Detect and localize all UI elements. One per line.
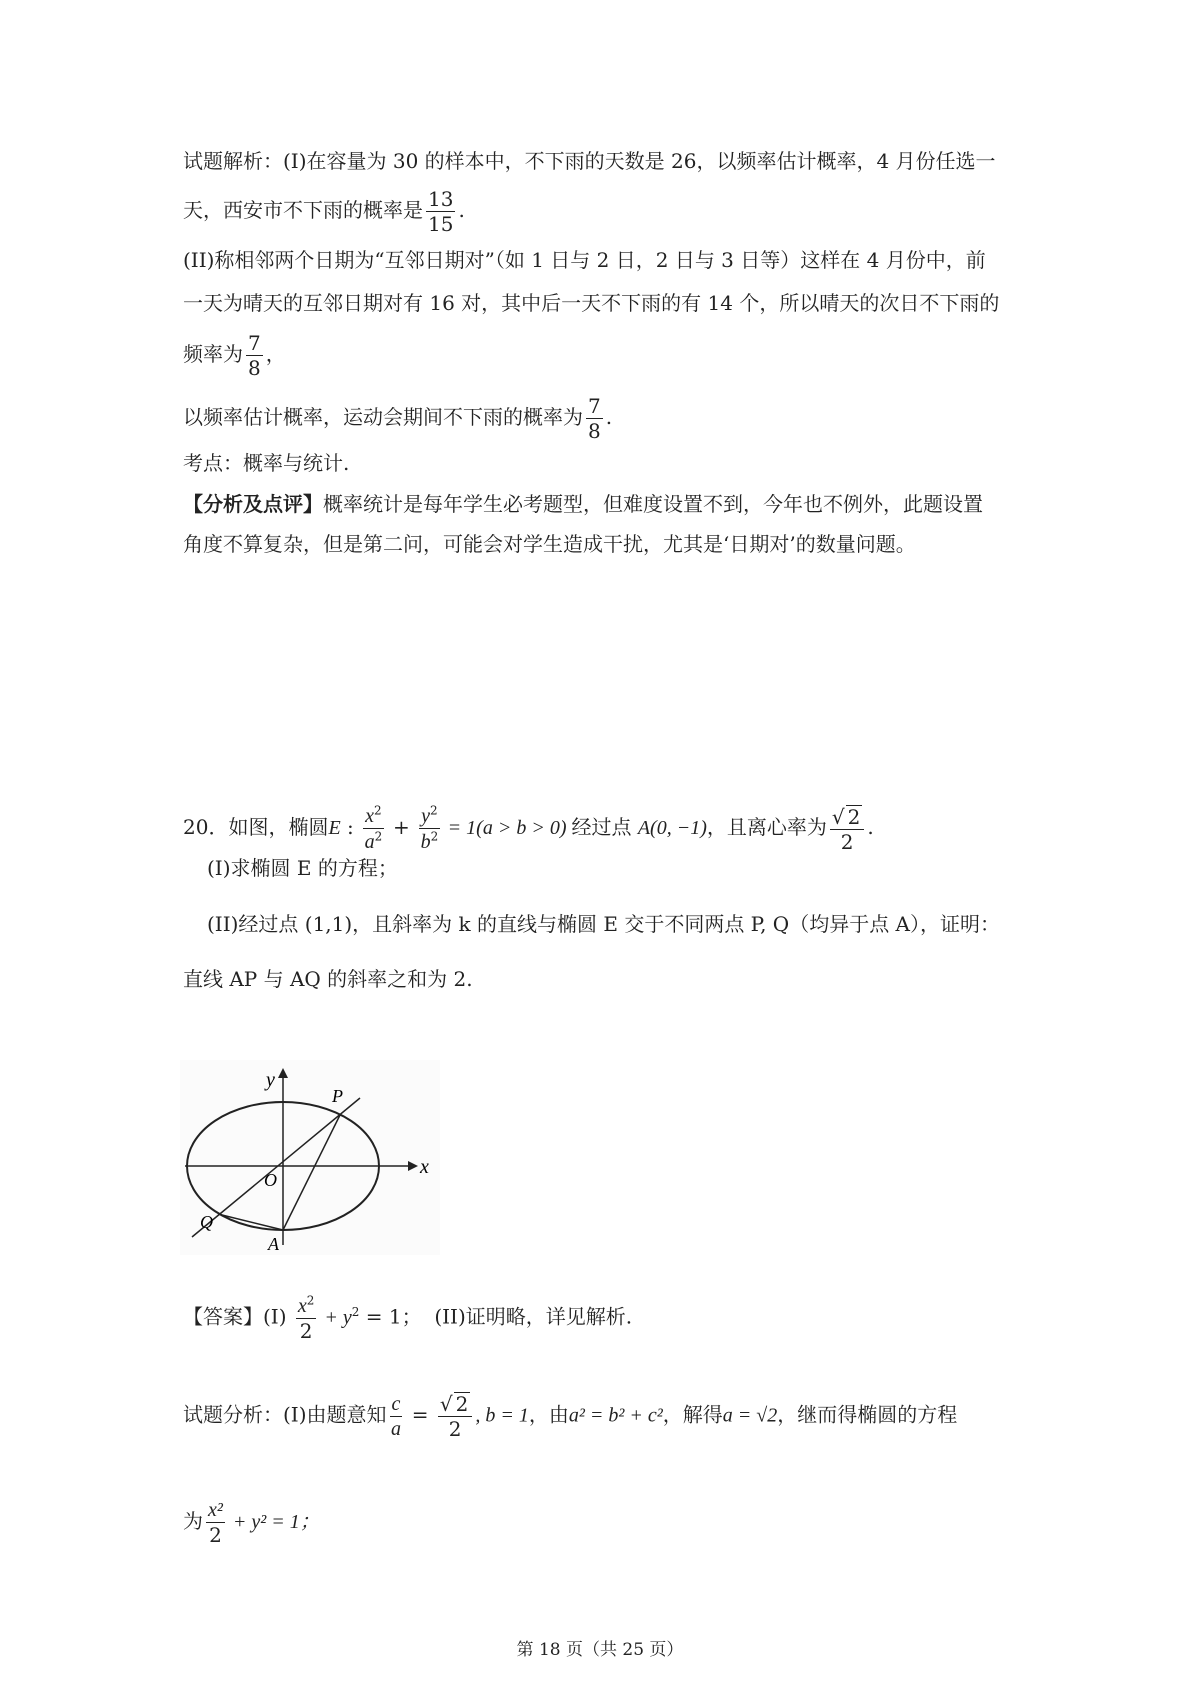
sol19-line-6-text: 以频率估计概率，运动会期间不下雨的概率为 — [183, 405, 583, 429]
var-x: x — [297, 1295, 307, 1317]
sol19-line-5 — [183, 332, 286, 379]
analysis-line-1 — [183, 1392, 957, 1440]
sqrt-2: 2 — [455, 1392, 469, 1416]
sol19-line-5-text: 频率为 — [183, 342, 243, 366]
q20-sub1: (I)求椭圆 E 的方程； — [207, 856, 398, 880]
equals: = — [405, 1402, 435, 1427]
fraction-13-15 — [426, 188, 455, 235]
sol19-line-7: 考点：概率与统计. — [183, 451, 350, 475]
plus: + — [386, 815, 417, 839]
analysis-tag: 【分析及点评】 — [183, 492, 323, 516]
var-x: x — [365, 805, 375, 827]
period: . — [605, 405, 613, 429]
comma: ， — [265, 342, 286, 366]
fraction-x2-a2 — [363, 804, 384, 853]
ellipse-figure — [180, 1060, 440, 1255]
analysis-solve: ，解得 — [662, 1402, 723, 1427]
frac-num: 13 — [428, 187, 454, 211]
fraction-7-8 — [246, 332, 263, 379]
frac-num: $x^2$ — [297, 1293, 315, 1317]
label-o: O — [264, 1170, 277, 1190]
sol19-line-6 — [183, 395, 612, 442]
sol19-line-9: 角度不算复杂，但是第二问，可能会对学生造成干扰，尤其是‘日期对’的数量问题。 — [183, 532, 916, 556]
sol19-line-2-text: 天，西安市不下雨的概率是 — [183, 198, 423, 222]
sol19-line-2 — [183, 188, 465, 235]
analysis-post: ，继而得椭圆的方程 — [777, 1402, 958, 1427]
analysis-line-2 — [183, 1499, 320, 1546]
label-q: Q — [200, 1212, 213, 1232]
label-x: x — [420, 1156, 429, 1178]
analysis-l2-prefix: 为 — [183, 1509, 203, 1533]
sqrt-2: 2 — [847, 804, 861, 829]
fraction-sqrt2-2 — [438, 1392, 472, 1440]
analysis-text: 概率统计是每年学生必考题型，但难度设置不到，今年也不例外，此题设置 — [323, 492, 983, 516]
frac-num: √ 2 — [830, 805, 864, 830]
figure-background — [180, 1060, 440, 1255]
period: . — [458, 198, 465, 222]
sol19-line-8 — [183, 492, 983, 516]
q20-sub2-cont: 直线 AP 与 AQ 的斜率之和为 2. — [183, 967, 473, 991]
condition: = 1(a > b > 0) — [442, 817, 572, 839]
var-y: y — [421, 805, 431, 827]
sol19-line-3: (II)称相邻两个日期为“互邻日期对”（如 1 日与 2 日，2 日与 3 日等）这样在 4 月份中，前 — [183, 248, 986, 272]
label-p: P — [332, 1086, 343, 1106]
frac-num: 7 — [588, 394, 601, 418]
var-b: b — [420, 831, 431, 853]
label-a: A — [268, 1234, 279, 1254]
pass-text: 经过点 — [571, 815, 632, 839]
answer-rest: + y — [319, 1306, 352, 1329]
b-equals: , b = 1 — [475, 1404, 529, 1427]
point-a: A(0, −1) — [637, 817, 707, 839]
analysis-l2-post: + y² = 1； — [227, 1511, 320, 1533]
fraction-7-8 — [586, 395, 603, 442]
frac-den: $a^2$ — [364, 829, 383, 853]
frac-num: 7 — [248, 331, 261, 355]
fraction-x2-2 — [206, 1499, 225, 1546]
fraction-x2-2 — [296, 1294, 317, 1342]
sol19-line-1: 试题解析：(I)在容量为 30 的样本中，不下雨的天数是 26，以频率估计概率，4 月份任选一 — [183, 149, 996, 173]
frac-den: 2 — [299, 1319, 313, 1343]
sol19-line-4: 一天为晴天的互邻日期对有 16 对，其中后一天不下雨的有 14 个，所以晴天的次日不下雨的 — [183, 291, 1000, 315]
ellipse-name: E — [328, 817, 341, 839]
colon: : — [340, 815, 361, 839]
answer-part2: (II)证明略，详见解析. — [434, 1304, 633, 1329]
page-footer: 第 18 页（共 25 页） — [516, 1640, 684, 1660]
answer-eq: = 1； — [359, 1304, 422, 1329]
frac-den: 2 — [448, 1417, 462, 1441]
fraction-sqrt2-2 — [830, 805, 864, 853]
frac-num: $x^2$ — [365, 803, 382, 827]
frac-num: c — [391, 1392, 401, 1415]
ecc-text: ，且离心率为 — [706, 815, 827, 839]
frac-den: $b^2$ — [420, 829, 439, 853]
period: . — [867, 815, 874, 839]
q20-statement — [183, 804, 874, 853]
analysis-mid: ，由 — [528, 1402, 569, 1427]
frac-den: 2 — [840, 829, 854, 854]
answer-tag: 【答案】 — [183, 1304, 263, 1329]
frac-den: a — [390, 1417, 401, 1440]
fraction-c-a — [390, 1393, 403, 1440]
analysis-prefix: 试题分析：(I)由题意知 — [183, 1402, 387, 1427]
frac-num: x² — [208, 1499, 223, 1521]
relation: a² = b² + c² — [568, 1404, 663, 1427]
frac-den: 8 — [588, 419, 601, 443]
frac-num: $y^2$ — [421, 803, 438, 827]
a-value: a = √2 — [722, 1404, 778, 1427]
frac-den: 2 — [209, 1523, 222, 1547]
fraction-y2-b2 — [419, 804, 440, 853]
frac-den: 15 — [428, 212, 454, 236]
frac-num: √ 2 — [438, 1392, 472, 1417]
q20-number: 20．如图，椭圆 — [183, 815, 329, 839]
answer-line: 【答案】(I) $\frac{x^2}{2}$ + $y^2 = 1$； (II)证明略，详见解析. — [183, 1293, 633, 1343]
frac-den: 8 — [248, 356, 261, 380]
var-a: a — [364, 831, 375, 853]
answer-part1: (I) — [263, 1304, 287, 1329]
q20-sub2: (II)经过点 (1,1)，且斜率为 k 的直线与椭圆 E 交于不同两点 P, Q（均异于点 A），证明： — [207, 912, 1000, 936]
label-y: y — [266, 1069, 275, 1091]
